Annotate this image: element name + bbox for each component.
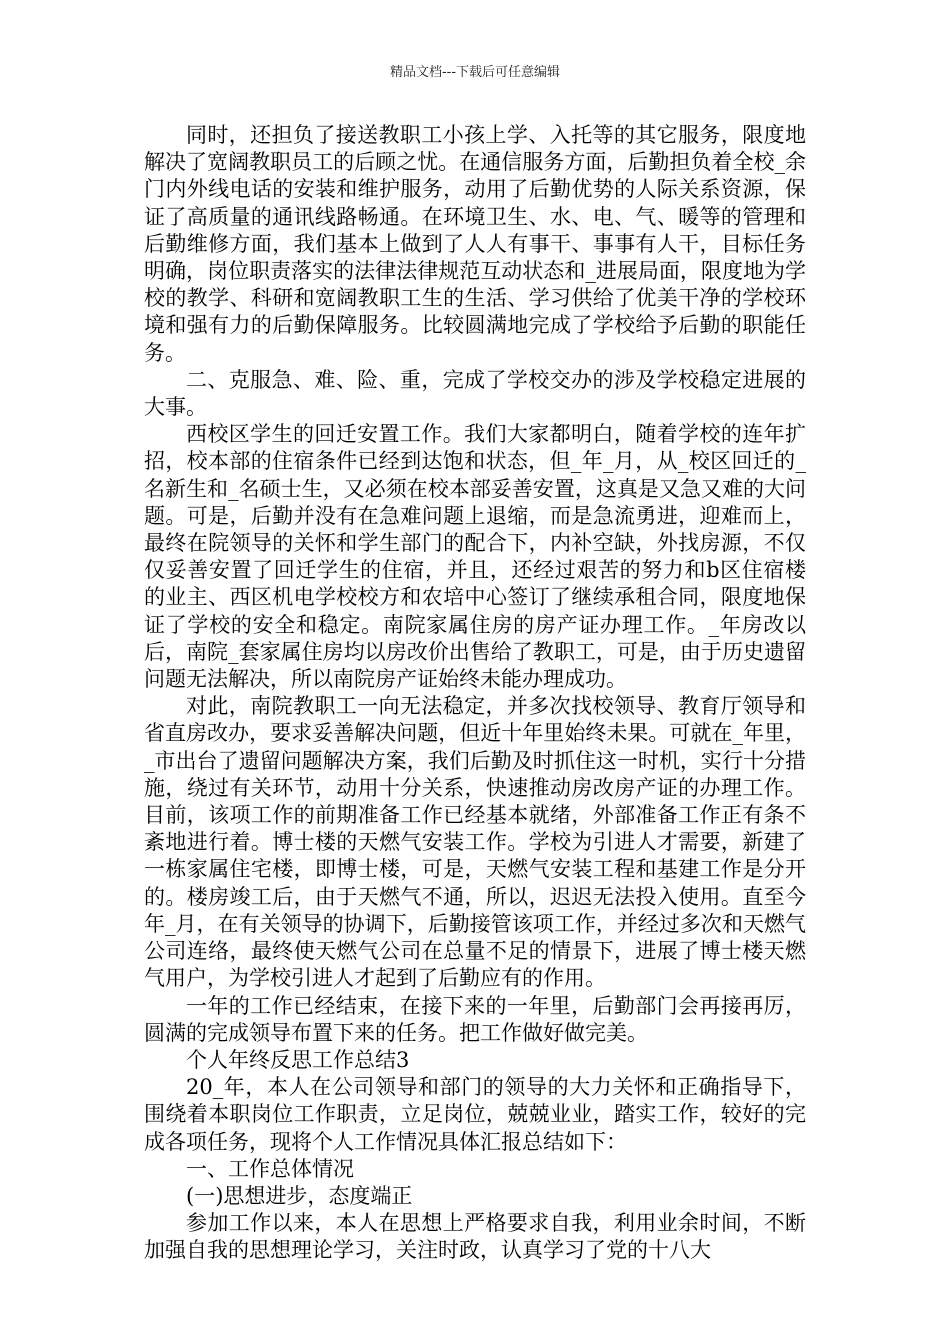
paragraph-support-services: 同时，还担负了接送教职工小孩上学、入托等的其它服务，限度地解决了宽阔教职员工的后顾之忧。在通信服务方面，后勤担负着全校_余门内外线电话的安装和维护服务，动用了后勤优势的人际关系资源，保证了高质量的通讯线路畅通。在环境卫生、水、电、气、暖等的管理和后勤维修方面，我们基本上做到了人人有事干、事事有人干，目标任务明确，岗位职责落实的法律法律规范互动状态和_进展局面，限度地为学校的教学、科研和宽阔教职工生的生活、学习供给了优美干净的学校环境和强有力的后勤保障服务。比较圆满地完成了学校给予后勤的职能任务。 — [144, 123, 806, 365]
paragraph-south-campus-property: 对此，南院教职工一向无法稳定，并多次找校领导、教育厅领导和省直房改办，要求妥善解决问题，但近十年里始终未果。可就在_年里，_市出台了遗留问题解决方案，我们后勤及时抓住这一时机，实行十分措施，绕过有关环节，动用十分关系，快速推动房改房产证的办理工作。目前，该项工作的前期准备工作已经基本就绪，外部准备工作正有条不紊地进行着。博士楼的天燃气安装工作。学校为引进人才需要，新建了一栋家属住宅楼，即博士楼，可是，天燃气安装工程和基建工作是分开的。楼房竣工后，由于天燃气不通，所以，迟迟无法投入使用。直至今年_月，在有关领导的协调下，后勤接管该项工作，并经过多次和天燃气公司连络，最终使天燃气公司在总量不足的情景下，进展了博士楼天燃气用户，为学校引进人才起到了后勤应有的作用。 — [144, 694, 806, 991]
paragraph-section-two-heading: 二、克服急、难、险、重，完成了学校交办的涉及学校稳定进展的大事。 — [144, 367, 806, 420]
paragraph-summary-title: 个人年终反思工作总结3 — [186, 1047, 410, 1072]
paragraph-summary-intro: 20_年，本人在公司领导和部门的领导的大力关怀和正确指导下，围绕着本职岗位工作职责，立足岗位，兢兢业业，踏实工作，较好的完成各项任务，现将个人工作情况具体汇报总结如下： — [144, 1075, 806, 1154]
paragraph-overall-heading: 一、工作总体情况 — [186, 1156, 354, 1181]
document-body — [144, 122, 806, 1265]
page-header: 精品文档---下载后可任意编辑 — [389, 65, 561, 80]
paragraph-thought-detail: 参加工作以来，本人在思想上严格要求自我，利用业余时间，不断加强自我的思想理论学习，关注时政，认真学习了党的十八大 — [144, 1211, 806, 1263]
paragraph-west-campus-relocation: 西校区学生的回迁安置工作。我们大家都明白，随着学校的连年扩招，校本部的住宿条件已经到达饱和状态，但_年_月，从_校区回迁的_名新生和_名硕士生，又必须在校本部妥善安置，这真是又急又难的大问题。可是，后勤并没有在急难问题上退缩，而是急流勇进，迎难而上，最终在院领导的关怀和学生部门的配合下，内补空缺，外找房源，不仅仅妥善安置了回迁学生的住宿，并且，还经过艰苦的努力和b区住宿楼的业主、西区机电学校校方和农培中心签订了继续承租合同，限度地保证了学校的安全和稳定。南院家属住房的房产证办理工作。_年房改以后，南院_套家属住房均以房改价出售给了教职工，可是，由于历史遗留问题无法解决，所以南院房产证始终未能办理成功。 — [144, 422, 806, 692]
paragraph-subheading-thought: (一)思想进步，态度端正 — [186, 1183, 413, 1208]
paragraph-year-conclusion: 一年的工作已经结束，在接下来的一年里，后勤部门会再接再厉，圆满的完成领导布置下来的任务。把工作做好做完美。 — [144, 993, 806, 1045]
